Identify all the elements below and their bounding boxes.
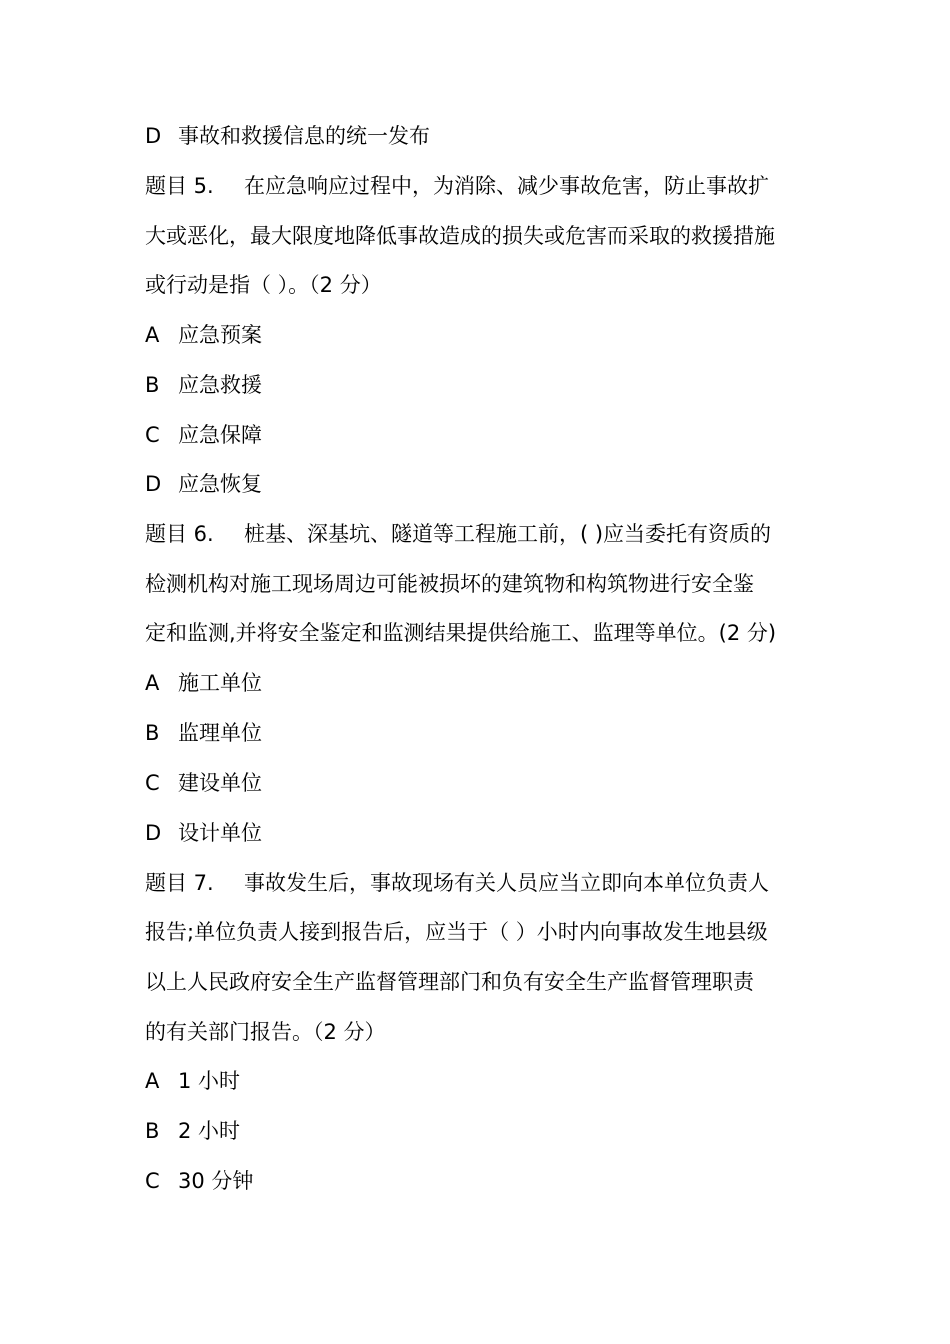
option-letter: A [145, 323, 160, 347]
option-letter: D [145, 472, 162, 496]
option-text: 设计单位 [178, 821, 262, 845]
option-line [145, 818, 262, 848]
option-line [145, 718, 262, 748]
question-line: 大或恶化，最大限度地降低事故造成的损失或危害而采取的救援措施 [145, 224, 775, 248]
question-number: 题目 7. [145, 871, 214, 895]
option-text: 2 小时 [178, 1119, 241, 1143]
option-text: 建设单位 [178, 771, 262, 795]
question-line: 以上人民政府安全生产监督管理部门和负有安全生产监督管理职责 [145, 970, 754, 994]
question-line: 检测机构对施工现场周边可能被损坏的建筑物和构筑物进行安全鉴 [145, 572, 754, 596]
question-line [145, 519, 771, 549]
question-line [145, 868, 769, 898]
option-letter: D [145, 821, 162, 845]
option-text: 应急恢复 [178, 472, 262, 496]
option-line [145, 668, 262, 698]
option-text: 应急预案 [178, 323, 262, 347]
option-text: 30 分钟 [178, 1169, 254, 1193]
question-number: 题目 5. [145, 174, 214, 198]
question-text: 事故发生后，事故现场有关人员应当立即向本单位负责人 [244, 871, 769, 895]
question-text: 桩基、深基坑、隧道等工程施工前，( )应当委托有资质的 [244, 522, 772, 546]
option-letter: C [145, 423, 160, 447]
question-line: 或行动是指（ ）。（2 分） [145, 273, 382, 297]
option-letter: A [145, 671, 160, 695]
option-line [145, 1066, 240, 1096]
option-letter: B [145, 373, 160, 397]
option-line [145, 370, 262, 400]
option-letter: C [145, 1169, 160, 1193]
question-line: 报告;单位负责人接到报告后，应当于（ ）小时内向事故发生地县级 [145, 920, 768, 944]
option-line [145, 1166, 253, 1196]
question-number: 题目 6. [145, 522, 214, 546]
option-line [145, 320, 262, 350]
option-letter: D [145, 124, 162, 148]
question-text: 在应急响应过程中，为消除、减少事故危害，防止事故扩 [244, 174, 769, 198]
option-text: 事故和救援信息的统一发布 [178, 124, 430, 148]
option-letter: A [145, 1069, 160, 1093]
question-line: 的有关部门报告。（2 分） [145, 1020, 386, 1044]
option-letter: C [145, 771, 160, 795]
option-line [145, 121, 430, 151]
option-text: 应急保障 [178, 423, 262, 447]
option-line [145, 469, 262, 499]
option-text: 1 小时 [178, 1069, 241, 1093]
option-line [145, 420, 262, 450]
option-letter: B [145, 1119, 160, 1143]
option-text: 应急救援 [178, 373, 262, 397]
option-text: 施工单位 [178, 671, 262, 695]
question-line [145, 171, 769, 201]
option-letter: B [145, 721, 160, 745]
question-line: 定和监测,并将安全鉴定和监测结果提供给施工、监理等单位。(2 分) [145, 621, 777, 645]
option-text: 监理单位 [178, 721, 262, 745]
option-line [145, 768, 262, 798]
option-line [145, 1116, 240, 1146]
